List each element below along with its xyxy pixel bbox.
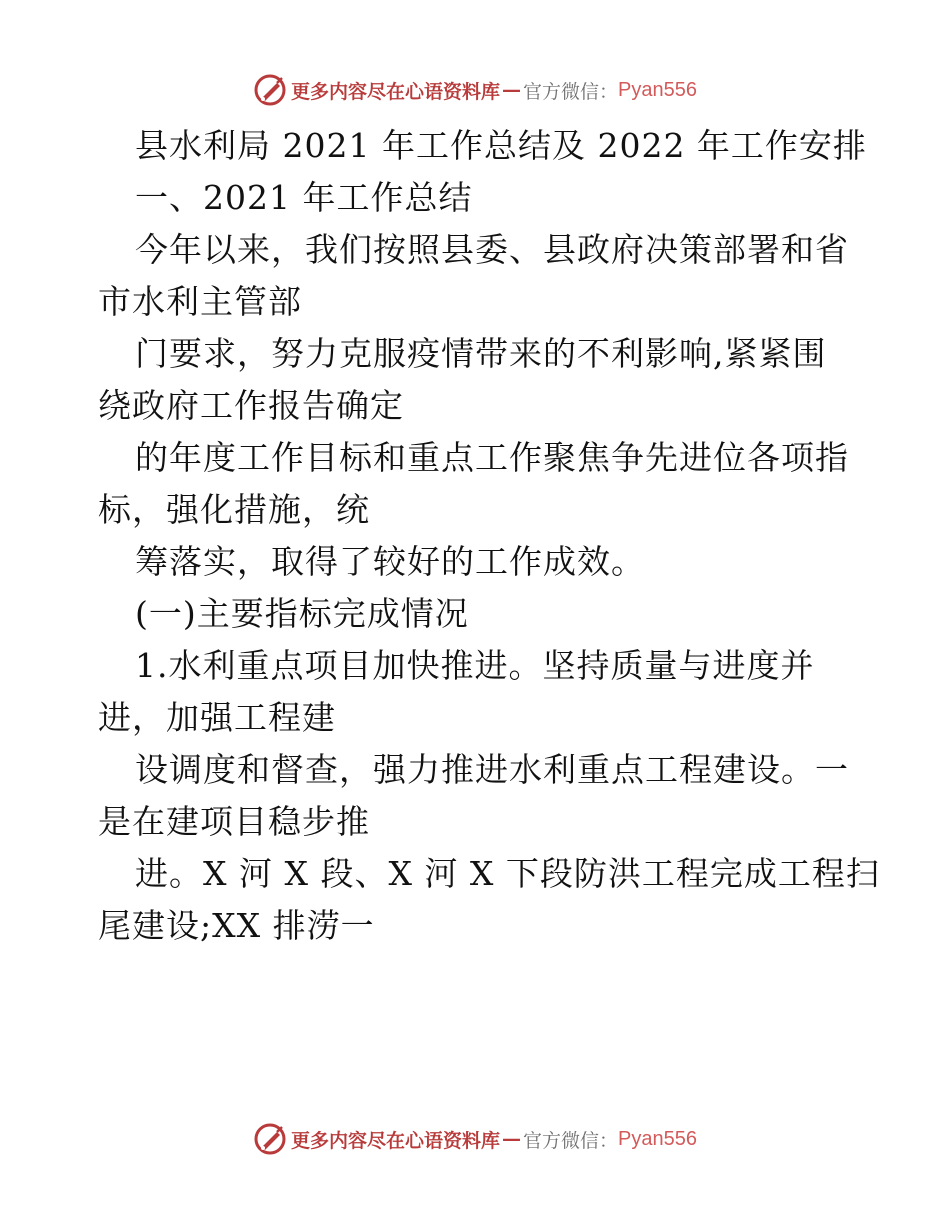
quill-pen-logo-icon	[253, 73, 287, 107]
document-body	[98, 120, 880, 952]
quill-pen-logo-icon	[253, 1122, 287, 1156]
footer-wechat-label: 官方微信：	[523, 1129, 619, 1152]
document-line: 尾建设;XX 排涝一	[98, 906, 375, 945]
header-dash: —	[502, 79, 522, 101]
document-line: 是在建项目稳步推	[98, 802, 370, 841]
footer-wechat-handle: Pyan556	[618, 1127, 697, 1150]
document-line: 今年以来，我们按照县委、县政府决策部署和省	[135, 230, 849, 269]
document-line: 市水利主管部	[98, 282, 302, 321]
header-banner[interactable]	[0, 70, 950, 110]
document-line: 1.水利重点项目加快推进。坚持质量与进度并	[135, 646, 815, 685]
document-line: 设调度和督查，强力推进水利重点工程建设。一	[135, 750, 849, 789]
document-line: 县水利局 2021 年工作总结及 2022 年工作安排	[135, 126, 867, 165]
footer-dash: —	[502, 1128, 522, 1150]
header-wechat-label: 官方微信：	[523, 80, 619, 103]
document-line: (一)主要指标完成情况	[135, 594, 469, 633]
document-line: 筹落实，取得了较好的工作成效。	[135, 542, 645, 581]
header-wechat-handle: Pyan556	[618, 78, 697, 101]
footer-banner[interactable]	[0, 1119, 950, 1159]
document-line: 绕政府工作报告确定	[98, 386, 404, 425]
document-line: 标，强化措施，统	[98, 490, 370, 529]
document-line: 门要求，努力克服疫情带来的不利影响,紧紧围	[135, 334, 827, 373]
document-line: 的年度工作目标和重点工作聚焦争先进位各项指	[135, 438, 849, 477]
footer-brand-text: 更多内容尽在心语资料库	[291, 1129, 501, 1152]
document-line: 进。X 河 X 段、X 河 X 下段防洪工程完成工程扫	[135, 854, 880, 893]
header-brand-text: 更多内容尽在心语资料库	[291, 80, 501, 103]
document-line: 进，加强工程建	[98, 698, 336, 737]
document-line: 一、2021 年工作总结	[135, 178, 473, 217]
